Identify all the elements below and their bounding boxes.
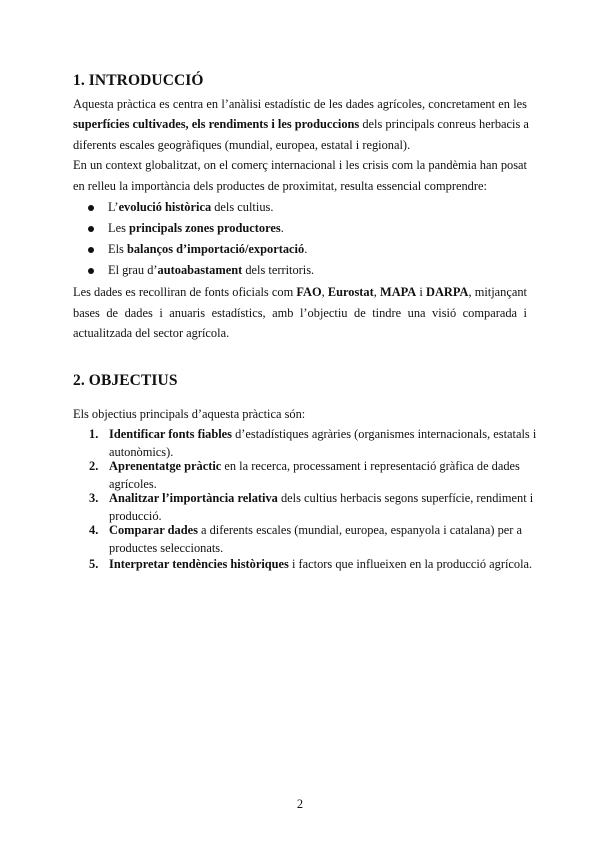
list-number: 5.: [89, 557, 99, 571]
intro-paragraph-1-line-2: [73, 115, 527, 134]
bold-phrase: evolució històrica: [118, 200, 212, 214]
bold-phrase: Analitzar l’importància relativa: [109, 491, 278, 505]
intro-paragraph-1-line-3: diferents escales geogràfiques (mundial, europea, estatal i regional).: [73, 138, 411, 152]
text-run: Les: [108, 221, 129, 235]
text-run: ,: [321, 285, 328, 299]
bold-source-darpa: DARPA: [426, 285, 469, 299]
text-run: Els: [108, 242, 127, 256]
bullet-dot: [88, 205, 94, 211]
bullet-dot: [88, 268, 94, 274]
list-number: 1.: [89, 427, 99, 441]
bold-source-fao: FAO: [296, 285, 322, 299]
bold-phrase: balanços d’importació/exportació: [126, 242, 305, 256]
bold-source-eurostat: Eurostat: [327, 285, 374, 299]
list-item-line-1: [109, 425, 537, 443]
intro-paragraph-3-line-3: actualitzada del sector agrícola.: [73, 326, 230, 340]
objectives-lead: Els objectius principals d’aquesta pràctica són:: [73, 407, 306, 421]
bullet-dot: [88, 247, 94, 253]
list-number: 3.: [89, 491, 99, 505]
text-run: i: [416, 285, 426, 299]
text-run: d’estadístiques agràries (organismes internacionals, estatals i: [232, 427, 537, 441]
list-number: 2.: [89, 459, 99, 473]
bold-phrase: Identificar fonts fiables: [109, 427, 232, 441]
text-run: El grau d’: [108, 263, 158, 277]
list-item-line-2: agrícoles.: [109, 477, 157, 491]
list-item-line-1: [109, 489, 534, 507]
page-number: 2: [296, 797, 304, 811]
bullet-item: [108, 198, 273, 217]
intro-paragraph-3-line-1: [73, 283, 527, 302]
intro-paragraph-2-line-2: en relleu la importància dels productes de proximitat, resulta essencial comprendre:: [73, 179, 487, 193]
section-heading-introduccio: 1. INTRODUCCIÓ: [73, 72, 204, 89]
text-run: , mitjançant: [468, 285, 527, 299]
list-item-line-2: producció.: [109, 509, 162, 523]
text-run: ,: [373, 285, 380, 299]
list-item-line-1: [109, 521, 527, 539]
list-item-line-1: [109, 555, 533, 573]
bold-phrase: Interpretar tendències històriques: [109, 557, 289, 571]
list-item-line-2: autonòmics).: [109, 445, 174, 459]
list-number: 4.: [89, 523, 99, 537]
intro-paragraph-3-line-2: bases de dades i anuaris estadístics, amb l’objectiu de tindre una visió comparada i: [73, 306, 527, 320]
text-run: dels cultius.: [211, 200, 274, 214]
bold-source-mapa: MAPA: [380, 285, 417, 299]
intro-paragraph-1-line-1: Aquesta pràctica es centra en l’anàlisi estadístic de les dades agrícoles, concretament en les: [73, 97, 527, 111]
text-run: en la recerca, processament i representació gràfica de dades: [221, 459, 520, 473]
bullet-dot: [88, 226, 94, 232]
text-run: Les dades es recolliran de fonts oficials com: [73, 285, 297, 299]
bullet-item: [108, 261, 314, 280]
bold-phrase: autoabastament: [157, 263, 243, 277]
list-item-line-1: [109, 457, 527, 475]
text-run: i factors que influeixen en la producció agrícola.: [288, 557, 533, 571]
text-run: dels principals conreus herbacis a: [359, 117, 529, 131]
list-item-line-2: productes seleccionats.: [109, 541, 224, 555]
section-heading-objectius: 2. OBJECTIUS: [73, 372, 178, 389]
text-run: a diferents escales (mundial, europea, espanyola i catalana) per a: [197, 523, 522, 537]
text-run: dels territoris.: [242, 263, 315, 277]
bold-phrase: Aprenentatge pràctic: [109, 459, 222, 473]
bold-phrase: principals zones productores: [129, 221, 281, 235]
bold-phrase: Comparar dades: [109, 523, 198, 537]
text-run: dels cultius herbacis segons superfície, rendiment i: [277, 491, 534, 505]
bullet-item: [108, 219, 284, 238]
text-run: .: [280, 221, 284, 235]
intro-paragraph-2-line-1: En un context globalitzat, on el comerç internacional i les crisis com la pandèmia han posat: [73, 158, 527, 172]
text-run: L’: [108, 200, 119, 214]
text-run: .: [304, 242, 308, 256]
bold-phrase: superfícies cultivades, els rendiments i les produccions: [73, 117, 360, 131]
bullet-item: [108, 240, 307, 259]
